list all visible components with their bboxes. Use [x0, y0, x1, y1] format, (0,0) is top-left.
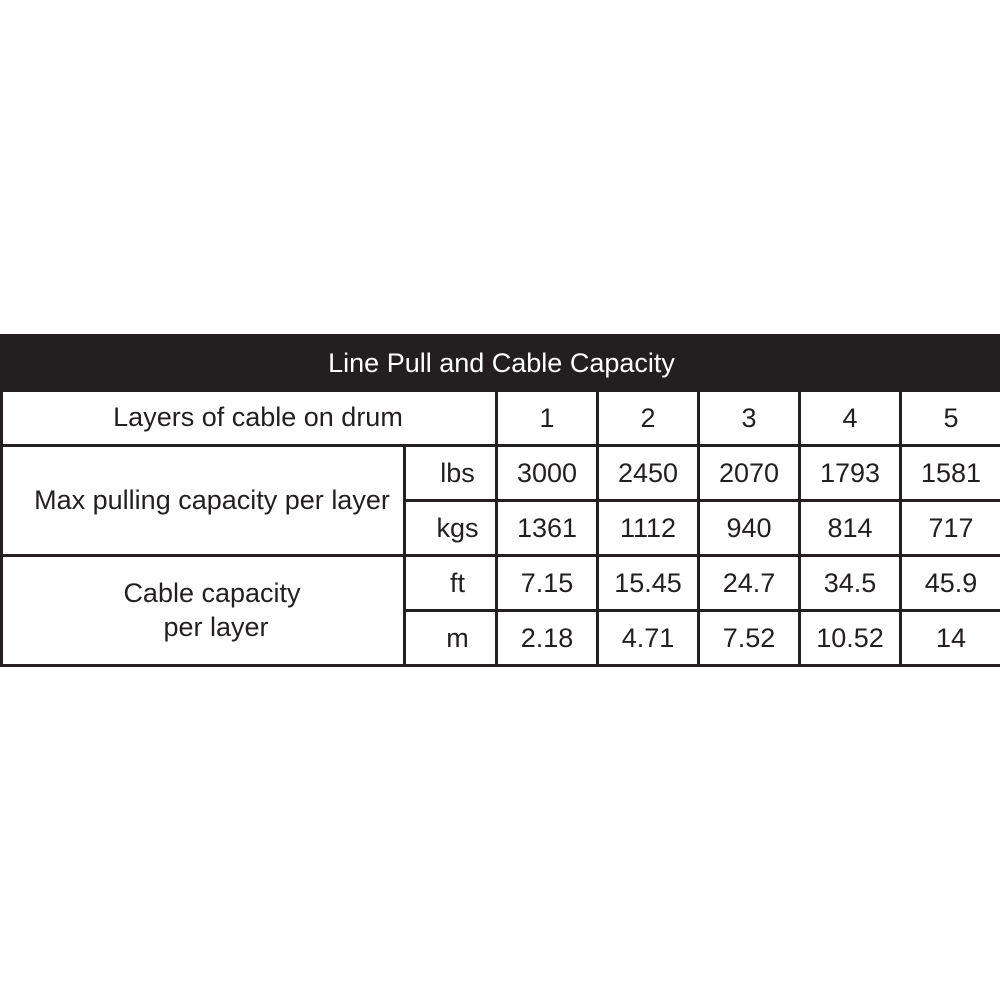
- table-title-row: [2, 336, 1000, 391]
- cell-ft-3: 24.7: [699, 556, 800, 611]
- cell-ft-5: 45.9: [901, 556, 1000, 611]
- cell-kgs-1: 1361: [497, 501, 598, 556]
- unit-cell-kgs: kgs: [405, 501, 497, 556]
- column-header-3: 3: [699, 391, 800, 446]
- table-header-row: [2, 391, 1000, 446]
- cell-kgs-3: 940: [699, 501, 800, 556]
- cell-lbs-4: 1793: [800, 446, 901, 501]
- cell-kgs-2: 1112: [598, 501, 699, 556]
- table-row: [2, 446, 1000, 501]
- cell-m-4: 10.52: [800, 611, 901, 666]
- row-header-layers: Layers of cable on drum: [2, 391, 497, 446]
- cell-m-3: 7.52: [699, 611, 800, 666]
- cell-lbs-1: 3000: [497, 446, 598, 501]
- table-title: Line Pull and Cable Capacity: [2, 336, 1000, 391]
- table-row: [2, 556, 1000, 611]
- row-label-line2: layer: [331, 484, 390, 515]
- column-header-5: 5: [901, 391, 1000, 446]
- unit-cell-lbs: lbs: [405, 446, 497, 501]
- row-label-cable-capacity: [2, 556, 405, 666]
- cell-ft-4: 34.5: [800, 556, 901, 611]
- row-label-line1: Cable capacity: [123, 577, 301, 608]
- line-pull-cable-capacity-table: [0, 334, 1000, 667]
- cell-lbs-2: 2450: [598, 446, 699, 501]
- cell-kgs-4: 814: [800, 501, 901, 556]
- unit-cell-m: m: [405, 611, 497, 666]
- row-label-max-pulling-capacity: [2, 446, 405, 556]
- cell-m-5: 14: [901, 611, 1000, 666]
- column-header-1: 1: [497, 391, 598, 446]
- column-header-4: 4: [800, 391, 901, 446]
- row-label-line2: per layer: [163, 611, 269, 642]
- row-label-line1: Max pulling capacity per: [34, 484, 324, 515]
- cell-lbs-3: 2070: [699, 446, 800, 501]
- cell-m-2: 4.71: [598, 611, 699, 666]
- cell-lbs-5: 1581: [901, 446, 1000, 501]
- cell-ft-2: 15.45: [598, 556, 699, 611]
- spec-table-container: [0, 334, 1000, 667]
- column-header-2: 2: [598, 391, 699, 446]
- cell-ft-1: 7.15: [497, 556, 598, 611]
- unit-cell-ft: ft: [405, 556, 497, 611]
- cell-kgs-5: 717: [901, 501, 1000, 556]
- cell-m-1: 2.18: [497, 611, 598, 666]
